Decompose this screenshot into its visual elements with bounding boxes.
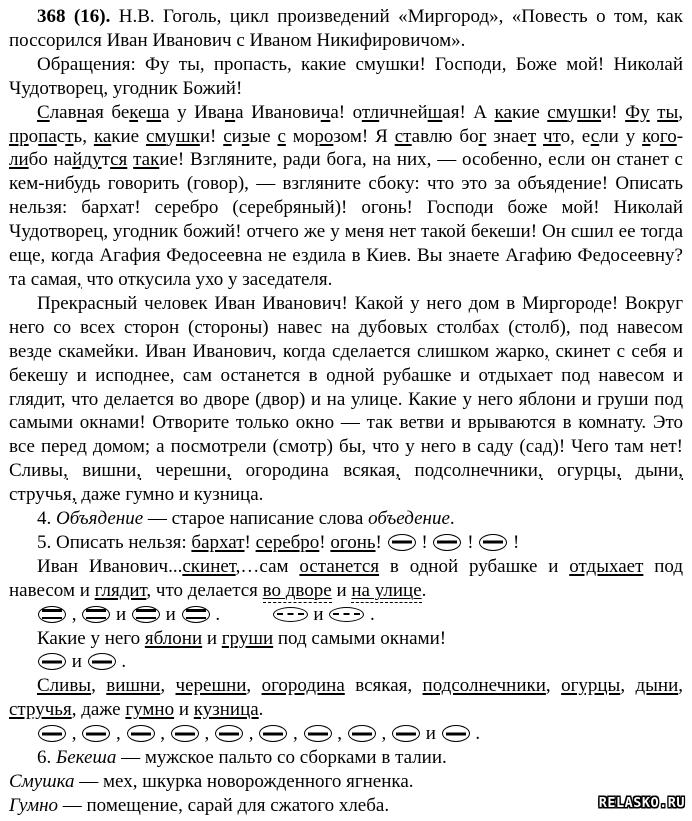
scheme-subjects-ten: , , , , , , , , и . [9, 722, 683, 746]
quote-paragraph-1: Славная бекеша у Ивана Ивановича! отличнейшая! А какие смушки! Фу ты, пропасть, какие смушки! сизые с морозом! Я ставлю бог знает что, если у кого-либо найдутся такие! Взгляните, ради бога, на них, — особенно, если он станет с кем-нибудь говорить (говор), — взгляните сбоку: что это за объядение! Описать нельзя: бархат! серебро (серебряный)! огонь! Господи боже мой! Николай Чудотворец, угодник божий! отчего же у меня нет такой бекеши! Он сшил ее тогда еще, когда Агафия Федосеевна не ездила в Киев. Вы знаете Агафию Федосеевну? та самая, что откусила ухо у заседателя. [9, 101, 684, 290]
predicate-circle-icon [82, 606, 110, 623]
quote-paragraph-2: Прекрасный человек Иван Иванович! Какой у него дом в Миргороде! Вокруг него со всех сторон (стороны) навес на дубовых столбах (столб), под навесом везде скамейки. Иван Иванович, когда сделается слишком жарко, скинет с себя и бекешу и исподнее, сам останется в одной рубашке и отдыхает под навесом и глядит, что делается во дворе (двор) и на улице. Какие у него яблони и груши под самыми окнами! Отворите только окно — так ветви и врываются в комнату. Это все перед домом; а посмотрели (смотр) бы, что у него в саду (сад)! Чего там нет! Сливы, вишни, черешни, огородина всякая, подсолнечники, огурцы, дыни, стручья, даже гумно и кузница. [9, 292, 684, 506]
subject-circle-icon [127, 725, 155, 742]
addresses-paragraph: Обращения: Фу ты, пропасть, какие смушки! Господи, Боже мой! Николай Чудотворец, угодник Божий! [9, 53, 683, 99]
watermark: RELASKO.RU [598, 795, 685, 812]
analysis-sentence-3: Сливы, вишни, черешни, огородина всякая, подсолнечники, огурцы, дыни, стручья, даже гумно и кузница. [9, 675, 684, 721]
subject-circle-icon [433, 534, 461, 551]
subject-circle-icon [348, 725, 376, 742]
predicate-circle-icon [182, 606, 210, 623]
subject-circle-icon [38, 725, 66, 742]
subject-circle-icon [38, 653, 66, 670]
predicate-circle-icon [38, 606, 66, 623]
definition-bekesha: 6. Бекеша — мужское пальто со сборками в талии. [37, 747, 447, 769]
subject-circle-icon [171, 725, 199, 742]
subject-circle-icon [442, 725, 470, 742]
note-predicates: 5. Описать нельзя: бархат! серебро! огонь! ! ! ! [37, 531, 520, 553]
analysis-sentence-2: Какие у него яблони и груши под самыми окнами! [37, 627, 447, 649]
scheme-subjects-pair: и . [9, 650, 683, 674]
adverbial-circle-icon [273, 607, 308, 622]
predicate-circle-icon [132, 606, 160, 623]
subject-circle-icon [304, 725, 332, 742]
scheme-predicates-adverbials: , и и . и . [9, 603, 683, 627]
adverbial-circle-icon [329, 607, 364, 622]
definition-smushka: Смушка — мех, шкурка новорожденного ягненка. [9, 771, 414, 792]
subject-circle-icon [479, 534, 507, 551]
analysis-sentence-1: Иван Иванович...скинет,…сам останется в одной рубашке и отдыхает под навесом и глядит, что делается во дворе и на улице. [9, 555, 683, 601]
exercise-heading: 368 (16). Н.В. Гоголь, цикл произведений «Миргород», «Повесть о том, как поссорился Иван Иванович с Иваном Никифировичом». [9, 6, 683, 51]
subject-circle-icon [215, 725, 243, 742]
note-objyadenie: 4. Объядение — старое написание слова объедение. [37, 508, 455, 530]
subject-circle-icon [88, 653, 116, 670]
subject-circle-icon [392, 725, 420, 742]
subject-circle-icon [388, 534, 416, 551]
subject-circle-icon [259, 725, 287, 742]
definition-gumno: Гумно — помещение, сарай для сжатого хлеба. [9, 794, 390, 816]
subject-circle-icon [82, 725, 110, 742]
